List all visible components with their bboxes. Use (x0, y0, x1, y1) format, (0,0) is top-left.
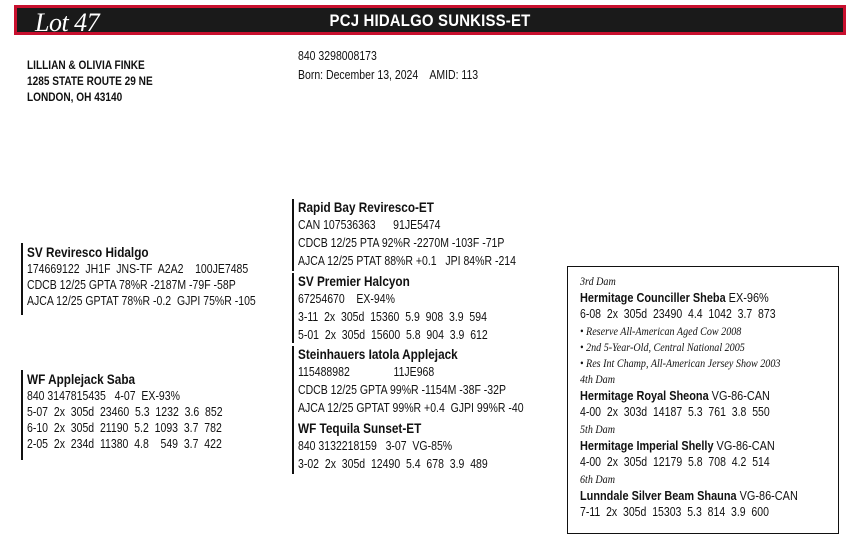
fifth-dam-name: Hermitage Imperial Shelly (580, 438, 714, 453)
third-dam-heading (580, 289, 798, 306)
sixth-dam-label: 6th Dam (580, 472, 616, 486)
dam-block (27, 370, 223, 452)
third-dam-score: EX-96% (725, 290, 769, 305)
ancestry-box (567, 266, 839, 534)
fifth-dam-label: 5th Dam (580, 422, 616, 436)
sire-sire-line-2: CDCB 12/25 PTA 92%R -2270M -103F -71P (298, 236, 505, 250)
sire-dam-line-1: 67254670 EX-94% (298, 292, 395, 306)
fifth-dam-score: VG-86-CAN (713, 438, 775, 453)
sixth-dam-heading (580, 487, 798, 504)
third-dam-note-2: • 2nd 5-Year-Old, Central National 2005 (580, 340, 745, 354)
dam-bracket (21, 370, 23, 460)
ancestry-content (580, 273, 798, 521)
fifth-dam-record: 4-00 2x 305d 12179 5.8 708 4.2 514 (580, 455, 770, 469)
dam-line-2: 5-07 2x 305d 23460 5.3 1232 3.6 852 (27, 405, 223, 419)
animal-id: 840 3298008173 (298, 49, 377, 63)
dam-dam-name: WF Tequila Sunset-ET (298, 420, 422, 436)
sire-dam-line-2: 3-11 2x 305d 15360 5.9 908 3.9 594 (298, 310, 487, 324)
dam-dam-bracket (292, 418, 294, 474)
sire-sire-line-1: CAN 107536363 91JE5474 (298, 218, 441, 232)
dam-sire-bracket (292, 346, 294, 418)
sire-line-3: AJCA 12/25 GPTAT 78%R -0.2 GJPI 75%R -105 (27, 294, 256, 308)
owner-block (27, 57, 153, 105)
dam-dam-line-2: 3-02 2x 305d 12490 5.4 678 3.9 489 (298, 457, 488, 471)
dam-name: WF Applejack Saba (27, 371, 136, 387)
sire-sire-block (298, 198, 516, 270)
owner-address-line1: 1285 STATE ROUTE 29 NE (27, 74, 153, 88)
sire-sire-line-3: AJCA 12/25 PTAT 88%R +0.1 JPI 84%R -214 (298, 254, 516, 268)
dam-line-1: 840 3147815435 4-07 EX-93% (27, 389, 180, 403)
sixth-dam-record: 7-11 2x 305d 15303 5.3 814 3.9 600 (580, 505, 769, 519)
third-dam-note-1: • Reserve All-American Aged Cow 2008 (580, 324, 742, 338)
dam-sire-line-2: CDCB 12/25 GPTA 99%R -1154M -38F -32P (298, 383, 506, 397)
sire-sire-bracket (292, 199, 294, 271)
dam-dam-line-1: 840 3132218159 3-07 VG-85% (298, 439, 453, 453)
fifth-dam-heading (580, 437, 798, 454)
third-dam-note-3: • Res Int Champ, All-American Jersey Show 2003 (580, 356, 781, 370)
third-dam-label: 3rd Dam (580, 274, 616, 288)
animal-born-amid: Born: December 13, 2024 AMID: 113 (298, 68, 479, 82)
sire-dam-block (298, 272, 488, 344)
third-dam-record: 6-08 2x 305d 23490 4.4 1042 3.7 873 (580, 307, 776, 321)
dam-dam-block (298, 419, 488, 473)
sire-name: SV Reviresco Hidalgo (27, 244, 149, 260)
sire-sire-name: Rapid Bay Reviresco-ET (298, 199, 434, 215)
owner-name: LILLIAN & OLIVIA FINKE (27, 58, 145, 72)
sixth-dam-name: Lunndale Silver Beam Shauna (580, 488, 737, 503)
sire-line-1: 174669122 JH1F JNS-TF A2A2 100JE7485 (27, 262, 249, 276)
fourth-dam-name: Hermitage Royal Sheona (580, 388, 709, 403)
animal-registration (298, 47, 478, 85)
sixth-dam-score: VG-86-CAN (736, 488, 798, 503)
lot-header-banner (14, 5, 846, 35)
fourth-dam-label: 4th Dam (580, 372, 616, 386)
dam-line-3: 6-10 2x 305d 21190 5.2 1093 3.7 782 (27, 421, 222, 435)
fourth-dam-record: 4-00 2x 303d 14187 5.3 761 3.8 550 (580, 405, 770, 419)
dam-sire-line-3: AJCA 12/25 GPTAT 99%R +0.4 GJPI 99%R -40 (298, 401, 524, 415)
sire-bracket (21, 243, 23, 315)
sire-dam-bracket (292, 273, 294, 343)
dam-sire-block (298, 345, 524, 417)
fourth-dam-score: VG-86-CAN (708, 388, 770, 403)
sire-dam-name: SV Premier Halcyon (298, 273, 410, 289)
owner-address-line2: LONDON, OH 43140 (27, 90, 123, 104)
dam-sire-name: Steinhauers Iatola Applejack (298, 346, 458, 362)
dam-line-4: 2-05 2x 234d 11380 4.8 549 3.7 422 (27, 437, 222, 451)
fourth-dam-heading (580, 387, 798, 404)
animal-name-title: PCJ HIDALGO SUNKISS-ET (329, 11, 531, 30)
lot-number: Lot 47 (35, 8, 100, 37)
dam-sire-line-1: 115488982 11JE968 (298, 365, 435, 379)
sire-dam-line-3: 5-01 2x 305d 15600 5.8 904 3.9 612 (298, 328, 488, 342)
sire-block (27, 243, 256, 309)
third-dam-name: Hermitage Counciller Sheba (580, 290, 726, 305)
sire-line-2: CDCB 12/25 GPTA 78%R -2187M -79F -58P (27, 278, 236, 292)
